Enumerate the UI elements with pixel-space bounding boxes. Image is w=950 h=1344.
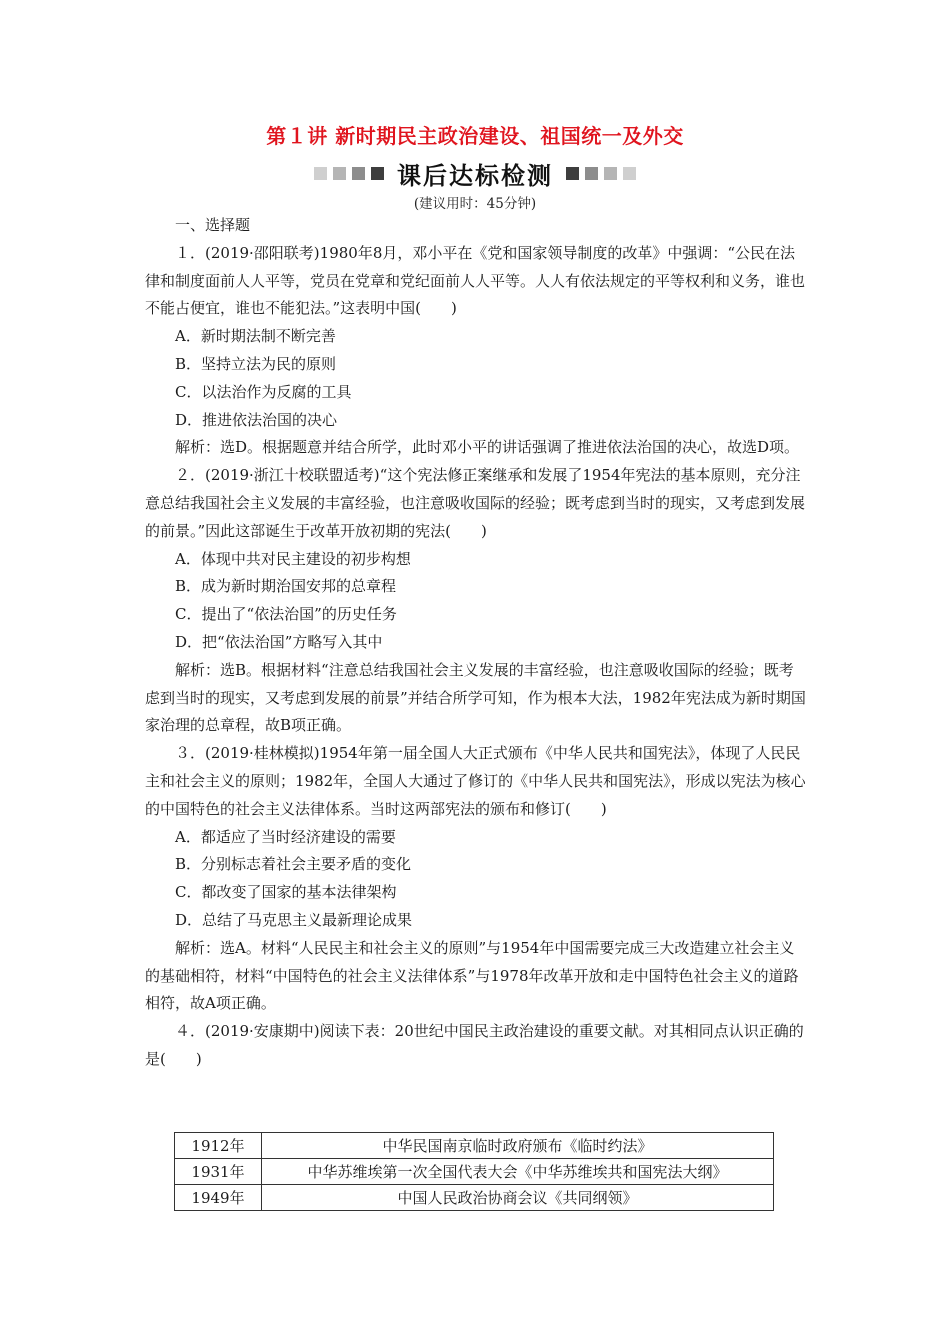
answer-analysis: 解析：选A。材料“人民民主和社会主义的原则”与1954年中国需要完成三大改造建立社会主义的基础相符，材料“中国特色的社会主义法律体系”与1978年改革开放和走中国特色社会主义的道路相符，故A项正确。 xyxy=(145,938,799,1013)
answer-option: A．新时期法制不断完善 xyxy=(175,327,336,346)
answer-option: C．提出了“依法治国”的历史任务 xyxy=(175,605,397,624)
table-row xyxy=(175,1185,774,1211)
documents-table xyxy=(174,1132,774,1211)
banner-square-decoration xyxy=(371,167,384,180)
table-cell-event: 中华苏维埃第一次全国代表大会《中华苏维埃共和国宪法大纲》 xyxy=(262,1159,774,1185)
answer-option: B．分别标志着社会主要矛盾的变化 xyxy=(175,855,412,874)
banner-square-decoration xyxy=(623,167,636,180)
section-heading: 一、选择题 xyxy=(175,216,251,234)
table-cell-year: 1912年 xyxy=(175,1133,262,1159)
question-stem: １．(2019·邵阳联考)1980年8月，邓小平在《党和国家领导制度的改革》中强调：“公民在法律和制度面前人人平等，党员在党章和党纪面前人人平等。人人有依法规定的平等权利和义务，谁也不能占便宜，谁也不能犯法。”这表明中国( ) xyxy=(145,243,806,318)
answer-option: C．以法治作为反腐的工具 xyxy=(175,382,352,401)
table-cell-event: 中国人民政治协商会议《共同纲领》 xyxy=(262,1185,774,1211)
banner-square-decoration xyxy=(585,167,598,180)
banner-square-decoration xyxy=(314,167,327,180)
banner-square-decoration xyxy=(352,167,365,180)
answer-option: A．体现中共对民主建设的初步构想 xyxy=(175,549,411,568)
suggested-time: (建议用时：45分钟) xyxy=(413,196,537,212)
question-stem: ４．(2019·安康期中)阅读下表：20世纪中国民主政治建设的重要文献。对其相同点认识正确的是( ) xyxy=(145,1022,804,1068)
answer-option: B．成为新时期治国安邦的总章程 xyxy=(175,577,397,596)
answer-option: B．坚持立法为民的原则 xyxy=(175,354,337,373)
banner-square-decoration xyxy=(604,167,617,180)
table-row xyxy=(175,1159,774,1185)
answer-option: C．都改变了国家的基本法律架构 xyxy=(175,883,397,902)
answer-option: D．把“依法治国”方略写入其中 xyxy=(175,632,383,651)
question-stem: ２．(2019·浙江十校联盟适考)“这个宪法修正案继承和发展了1954年宪法的基本原则，充分注意总结我国社会主义发展的丰富经验，也注意吸收国际的经验；既考虑到当时的现实，又考虑到发展的前景。”因此这部诞生于改革开放初期的宪法( ) xyxy=(145,466,806,540)
banner-square-decoration xyxy=(333,167,346,180)
table-cell-year: 1931年 xyxy=(175,1159,262,1185)
answer-option: D．总结了马克思主义最新理论成果 xyxy=(175,910,413,929)
question-content xyxy=(145,212,807,1074)
lesson-title: 第１讲 新时期民主政治建设、祖国统一及外交 xyxy=(266,124,684,148)
table-cell-event: 中华民国南京临时政府颁布《临时约法》 xyxy=(262,1133,774,1159)
answer-option: A．都适应了当时经济建设的需要 xyxy=(175,827,396,846)
question-stem: ３．(2019·桂林模拟)1954年第一届全国人大正式颁布《中华人民共和国宪法》，体现了人民民主和社会主义的原则；1982年，全国人大通过了修订的《中华人民共和国宪法》，形成以宪法为核心的中国特色的社会主义法律体系。当时这两部宪法的颁布和修订( ) xyxy=(145,744,806,818)
banner-title: 课后达标检测 xyxy=(397,161,553,190)
section-banner xyxy=(0,157,950,189)
answer-analysis: 解析：选D。根据题意并结合所学，此时邓小平的讲话强调了推进依法治国的决心，故选D项。 xyxy=(175,438,800,457)
table-row xyxy=(175,1133,774,1159)
answer-option: D．推进依法治国的决心 xyxy=(175,410,338,429)
answer-analysis: 解析：选B。根据材料“注意总结我国社会主义发展的丰富经验，也注意吸收国际的经验；既考虑到当时的现实，又考虑到发展的前景”并结合所学可知，作为根本大法，1982年宪法成为新时期国家治理的总章程，故B项正确。 xyxy=(145,660,806,735)
table-cell-year: 1949年 xyxy=(175,1185,262,1211)
banner-square-decoration xyxy=(566,167,579,180)
